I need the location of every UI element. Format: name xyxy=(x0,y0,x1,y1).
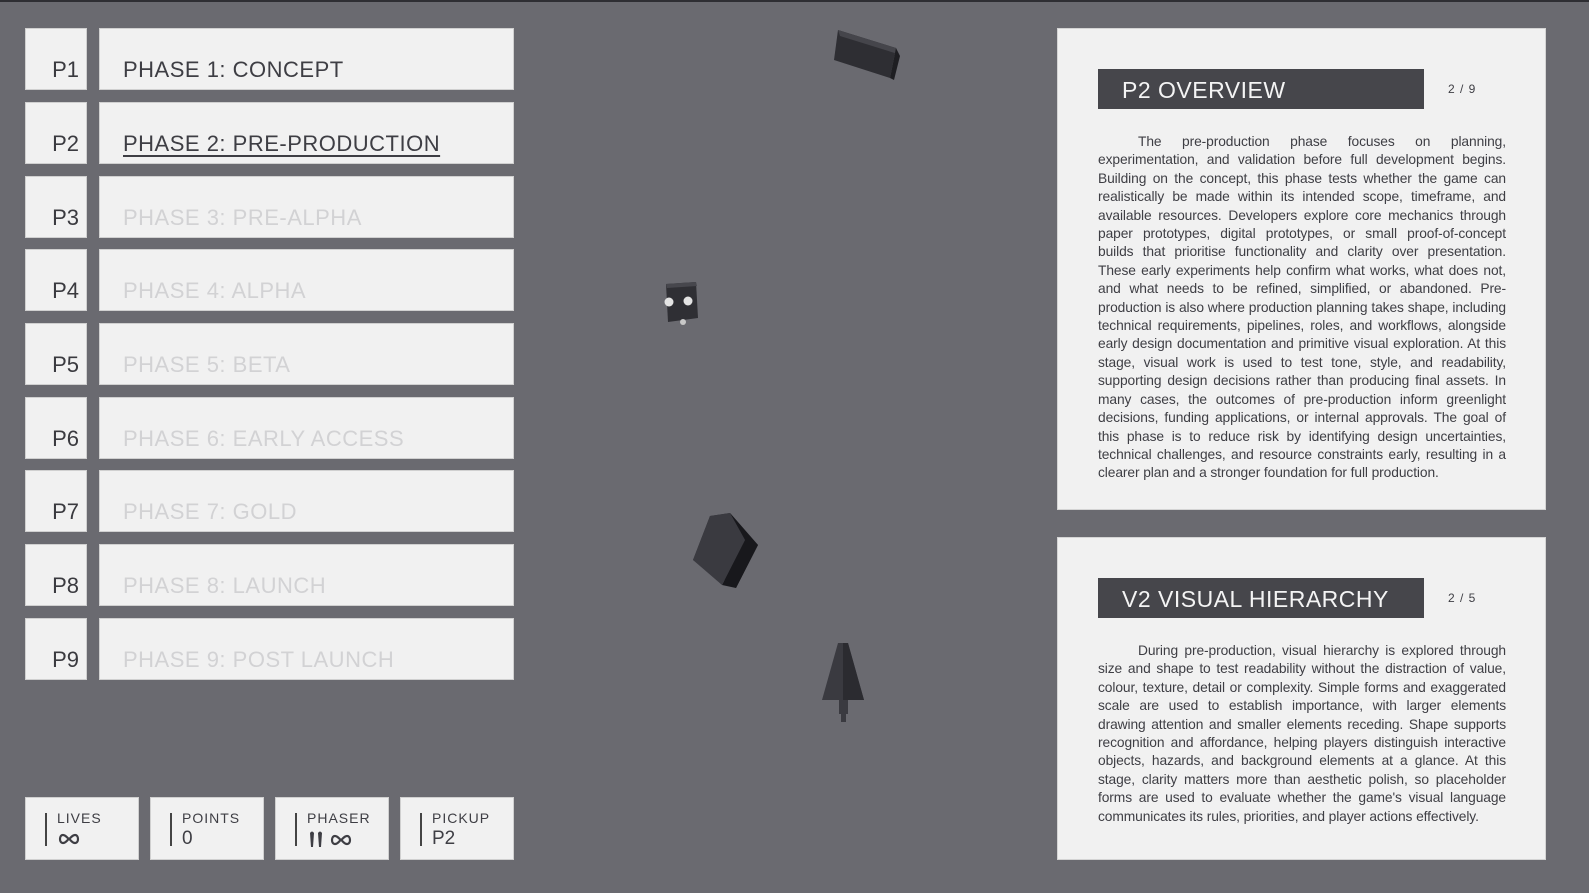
visual-hierarchy-page-count: 2 / 5 xyxy=(1448,591,1477,605)
phase-code: P6 xyxy=(52,426,79,451)
phase-code: P7 xyxy=(52,499,79,524)
phase-name-box[interactable] xyxy=(99,102,514,164)
phase-name-box[interactable] xyxy=(99,249,514,311)
phase-name-box[interactable] xyxy=(99,323,514,385)
phase-name: PHASE 1: CONCEPT xyxy=(123,57,344,82)
phase-row-p1[interactable] xyxy=(25,28,515,92)
phase-row-p7[interactable] xyxy=(25,470,515,534)
phase-code-box xyxy=(25,249,87,311)
phase-code-box xyxy=(25,618,87,680)
phase-name: PHASE 5: BETA xyxy=(123,352,291,377)
overview-page-count: 2 / 9 xyxy=(1448,82,1477,96)
hud-divider xyxy=(45,813,47,846)
phase-name: PHASE 8: LAUNCH xyxy=(123,573,327,598)
phase-name-box[interactable] xyxy=(99,176,514,238)
phase-name: PHASE 3: PRE-ALPHA xyxy=(123,205,362,230)
hud-lives xyxy=(25,797,139,860)
hud-points xyxy=(150,797,264,860)
phase-name-box[interactable] xyxy=(99,397,514,459)
phase-code: P9 xyxy=(52,647,79,672)
block-obstacle xyxy=(834,30,900,80)
phase-row-p5[interactable] xyxy=(25,323,515,387)
overview-panel xyxy=(1057,28,1546,510)
visual-hierarchy-body: During pre-production, visual hierarchy is explored through size and shape to test readability without the distraction of value, colour, texture, detail or complexity. Simple forms and exaggerated scale are used to establish importance, with larger elements drawing attention and smaller elements receding. Shape supports recognition and affordance, helping players distinguish interactive objects, hazards, and background elements at a glance. At this stage, clarity matters more than aesthetic polish, so placeholder forms are used to evaluate whether the game's visual language communicates its rules, priorities, and player actions effectively. xyxy=(1098,643,1506,824)
phase-row-p6[interactable] xyxy=(25,397,515,461)
phase-code: P1 xyxy=(52,57,79,82)
overview-title: P2 OVERVIEW xyxy=(1098,69,1424,109)
hud-divider xyxy=(170,813,172,846)
phase-code-box xyxy=(25,176,87,238)
phase-name: PHASE 4: ALPHA xyxy=(123,278,307,303)
phase-name-box[interactable] xyxy=(99,470,514,532)
phase-name: PHASE 9: POST LAUNCH xyxy=(123,647,395,672)
phase-name: PHASE 7: GOLD xyxy=(123,499,298,524)
game-scene xyxy=(600,0,1020,893)
lives-label: LIVES xyxy=(57,810,102,826)
phase-code: P2 xyxy=(52,131,79,156)
phase-row-p2[interactable] xyxy=(25,102,515,166)
overview-body: The pre-production phase focuses on planning, experimentation, and validation before full development begins. Building on the concept, this phase tests whether the game can realistically be made within its intended scope, timeframe, and available resources. Developers explore core mechanics through paper prototypes, digital prototypes, or small proof-of-concept builds that prioritise functionality and clarity over presentation. These early experiments help confirm what works, what does not, and what needs to be refined, simplified, or abandoned. Pre-production is also where production planning takes shape, including technical requirements, pipelines, roles, and workflows, alongside early design documentation and primitive visual exploration. At this stage, visual work is used to test tone, style, and readability, supporting design decisions rather than producing final assets. In many cases, the outcomes of pre-production inform greenlight decisions, funding applications, or internal approvals. The goal of this phase is to reduce risk by identifying design uncertainties, technical challenges, and resource constraints early, resulting in a clearer plan and a stronger foundation for full production. xyxy=(1098,134,1506,481)
phase-code: P8 xyxy=(52,573,79,598)
hud-divider xyxy=(295,813,297,846)
phaser-label: PHASER xyxy=(307,810,371,826)
points-value: 0 xyxy=(182,828,193,849)
phase-row-p3[interactable] xyxy=(25,176,515,240)
player-ship xyxy=(822,643,864,722)
points-label: POINTS xyxy=(182,810,241,826)
phase-name: PHASE 6: EARLY ACCESS xyxy=(123,426,405,451)
hud-pickup xyxy=(400,797,514,860)
phase-name-box[interactable] xyxy=(99,28,514,90)
block-obstacle xyxy=(693,513,758,588)
infinity-icon xyxy=(57,829,81,849)
phase-row-p4[interactable] xyxy=(25,249,515,313)
phase-code-box xyxy=(25,544,87,606)
visual-hierarchy-panel xyxy=(1057,537,1546,860)
phase-code-box xyxy=(25,323,87,385)
phase-code-box xyxy=(25,470,87,532)
phase-code-box xyxy=(25,102,87,164)
phase-code: P4 xyxy=(52,278,79,303)
phase-code-box xyxy=(25,397,87,459)
phase-code-box xyxy=(25,28,87,90)
phase-row-p9[interactable] xyxy=(25,618,515,682)
visual-hierarchy-title: V2 VISUAL HIERARCHY xyxy=(1098,578,1424,618)
pickup-label: PICKUP xyxy=(432,810,491,826)
hud-divider xyxy=(420,813,422,846)
phase-name-box[interactable] xyxy=(99,618,514,680)
phase-code: P3 xyxy=(52,205,79,230)
hud-phaser xyxy=(275,797,389,860)
pickup-value: P2 xyxy=(432,828,456,849)
phase-code: P5 xyxy=(52,352,79,377)
double-bullet-infinity-icon xyxy=(307,829,355,849)
enemy-character xyxy=(665,282,699,325)
phase-name-box[interactable] xyxy=(99,544,514,606)
phase-name: PHASE 2: PRE-PRODUCTION xyxy=(123,131,441,156)
phase-row-p8[interactable] xyxy=(25,544,515,608)
